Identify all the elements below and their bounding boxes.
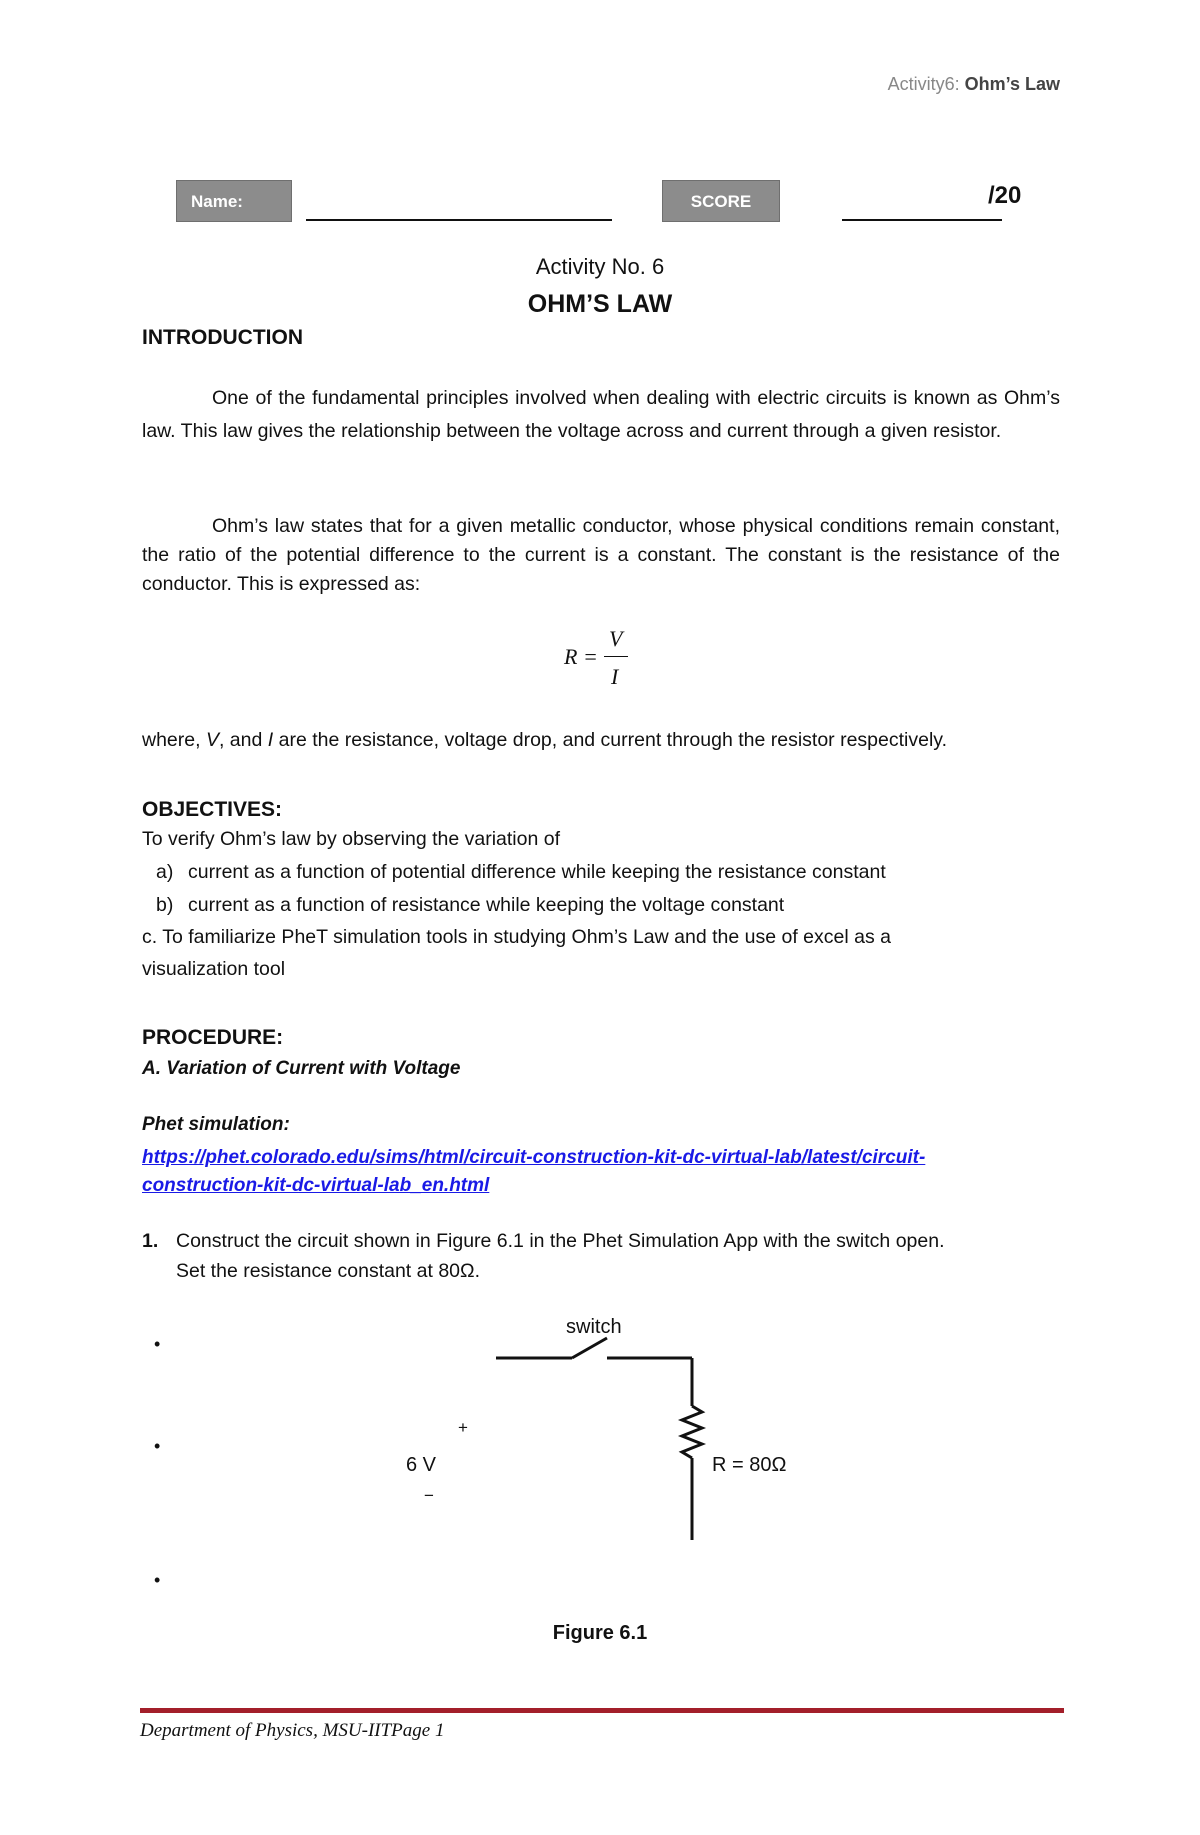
step-1-line2: Set the resistance constant at 80Ω. <box>176 1260 481 1282</box>
objectives-intro: To verify Ohm’s law by observing the variation of <box>142 828 560 850</box>
phet-label: Phet simulation: <box>142 1114 290 1135</box>
header-activity-title: Ohm’s Law <box>964 74 1060 94</box>
objective-text: current as a function of resistance while keeping the voltage constant <box>188 894 785 916</box>
score-total: /20 <box>988 182 1022 209</box>
score-field[interactable] <box>842 219 1002 221</box>
formula-numerator: V <box>609 626 623 651</box>
introduction-paragraph-1 <box>142 382 1060 448</box>
activity-number: Activity No. 6 <box>535 254 665 279</box>
formula-fraction-bar <box>604 656 628 657</box>
name-label: Name: <box>191 192 243 211</box>
where-text: are the resistance, voltage drop, and current through the resistor respectively. <box>273 729 948 751</box>
where-v: V <box>205 729 219 751</box>
page-title: OHM’S LAW <box>527 290 673 318</box>
battery-plus: + <box>458 1418 468 1437</box>
formula-explanation <box>142 724 1060 757</box>
score-label-box <box>662 180 780 222</box>
introduction-heading: INTRODUCTION <box>142 326 303 349</box>
switch-blade-icon <box>572 1338 607 1358</box>
footer-rule <box>140 1708 1064 1713</box>
resistance-label: R = 80Ω <box>712 1454 787 1476</box>
score-label: SCORE <box>690 192 752 211</box>
objective-text: current as a function of potential difference while keeping the resistance constant <box>188 861 886 883</box>
voltage-label: 6 V <box>406 1454 437 1476</box>
bullet: • <box>154 1570 161 1590</box>
switch-label: switch <box>566 1316 622 1338</box>
intro-p2-text: Ohm’s law states that for a given metallic conductor, whose physical conditions remain constant, the ratio of the potential difference to the current is a constant. The constant is the resistance of the conductor. This is expressed as: <box>142 515 1060 595</box>
figure-caption: Figure 6.1 <box>552 1622 648 1644</box>
formula-denominator: I <box>611 664 619 689</box>
objective-marker: b) <box>156 894 174 916</box>
phet-link-line1[interactable]: https://phet.colorado.edu/sims/html/circuit-construction-kit-dc-virtual-lab/latest/circuit- <box>142 1147 926 1168</box>
resistor-icon <box>682 1406 702 1458</box>
footer-text: Department of Physics, MSU-IITPage 1 <box>140 1720 445 1741</box>
objectives-heading: OBJECTIVES: <box>142 798 283 821</box>
phet-link-line2[interactable]: construction-kit-dc-virtual-lab_en.html <box>142 1175 490 1196</box>
formula-lhs: R = <box>564 644 598 669</box>
introduction-paragraph-2 <box>142 512 1060 599</box>
bullet: • <box>154 1334 161 1354</box>
battery-minus: − <box>424 1486 434 1505</box>
circuit-wires <box>496 1338 702 1540</box>
header-activity-prefix: Activity6: <box>887 74 960 94</box>
step-1-line1: Construct the circuit shown in Figure 6.1 in the Phet Simulation App with the switch open. <box>176 1230 945 1252</box>
procedure-heading: PROCEDURE: <box>142 1026 284 1049</box>
name-field[interactable] <box>306 219 612 221</box>
bullet: • <box>154 1436 161 1456</box>
objective-item-b <box>156 894 784 917</box>
objective-item-a <box>156 861 886 884</box>
where-i: I <box>267 729 274 751</box>
objective-marker: a) <box>156 861 174 883</box>
intro-p1-text: One of the fundamental principles involved when dealing with electric circuits is known as Ohm’s law. This law gives the relationship between the voltage across and current through a given resistor. <box>142 387 1060 442</box>
where-text: where, <box>142 729 206 751</box>
where-text: , and <box>218 729 268 751</box>
name-label-box <box>176 180 292 222</box>
circuit-diagram <box>480 1320 740 1540</box>
objective-c-line1: c. To familiarize PheT simulation tools in studying Ohm’s Law and the use of excel as a <box>142 926 891 948</box>
running-header <box>888 74 1060 95</box>
objective-c-line2: visualization tool <box>142 958 286 980</box>
procedure-subheading-a: A. Variation of Current with Voltage <box>142 1058 461 1079</box>
step-number: 1. <box>142 1230 159 1252</box>
